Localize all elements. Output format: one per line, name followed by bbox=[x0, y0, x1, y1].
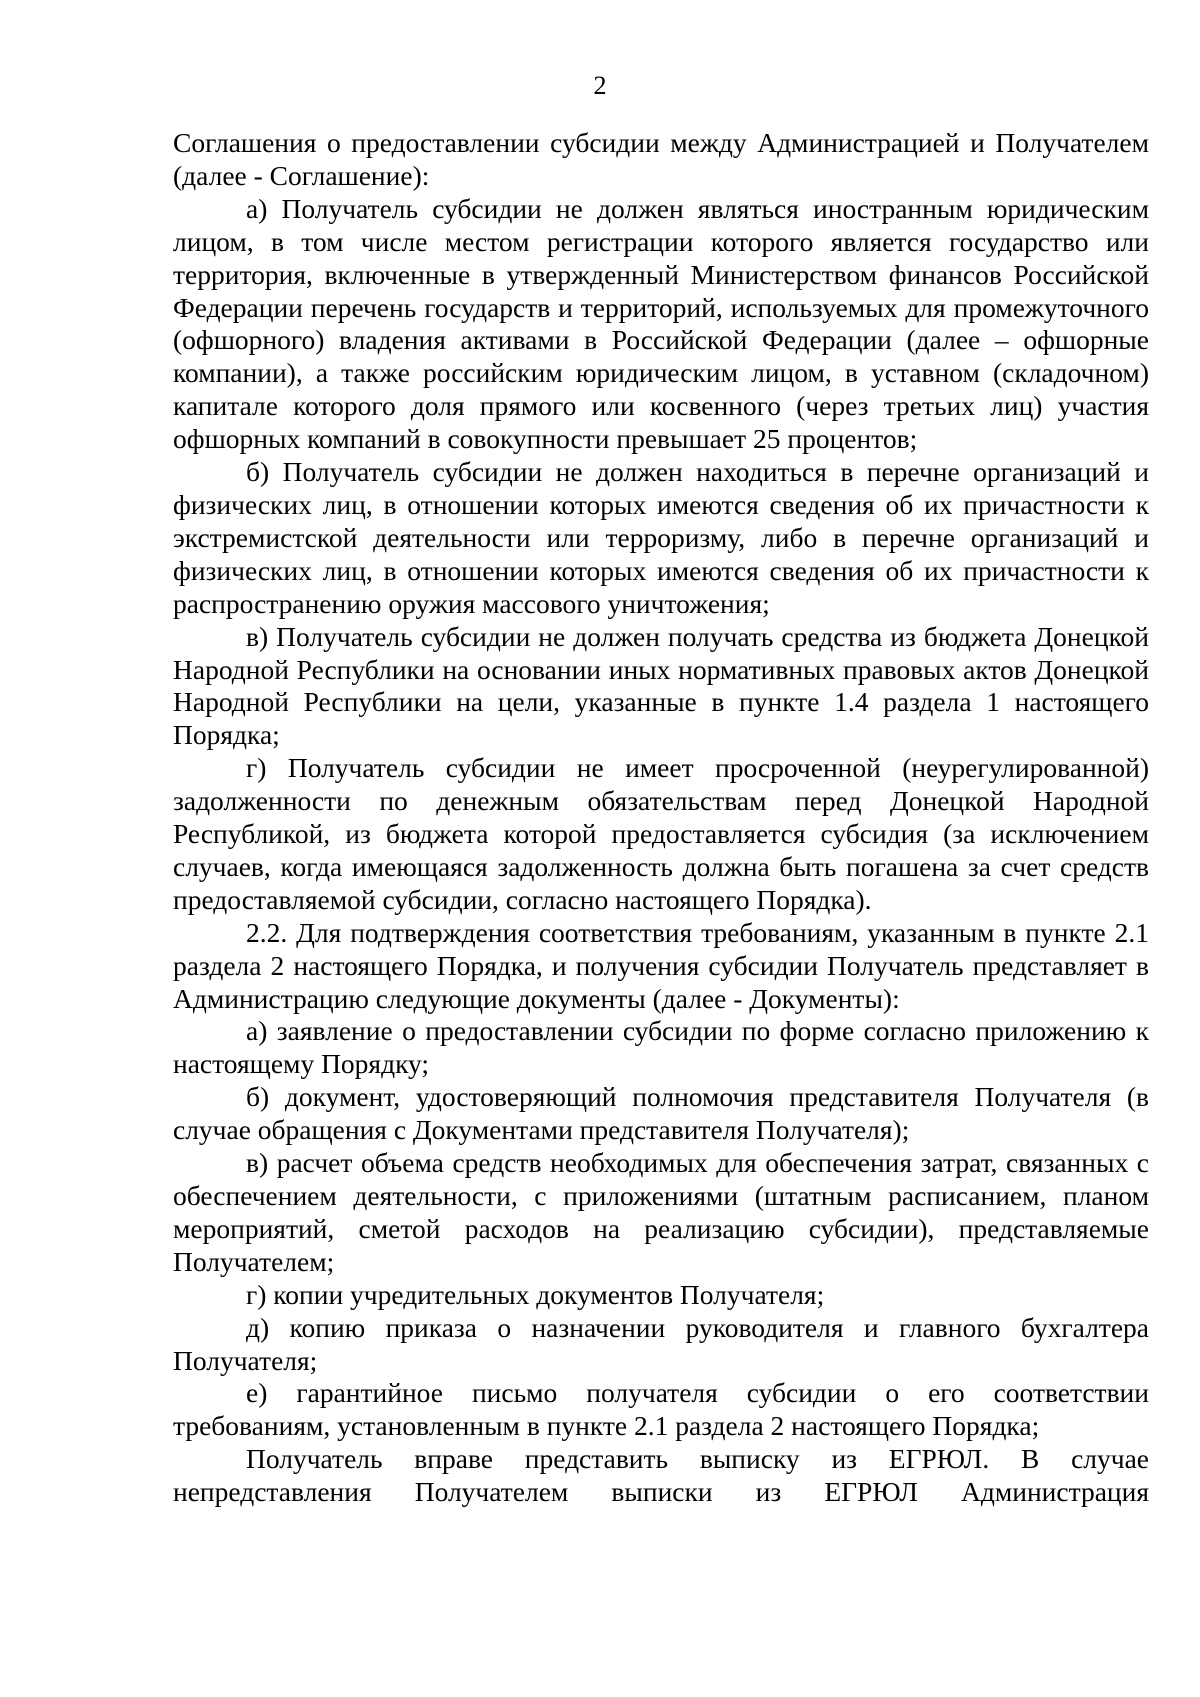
paragraph-requirement-a: а) Получатель субсидии не должен являться иностранным юридическим лицом, в том числе местом регистрации которого является государство или территория, включенные в утвержденный Министерством финансов Российской Федерации перечень государств и территорий, используемых для промежуточного (офшорного) владения активами в Российской Федерации (далее – офшорные компании), а также российским юридическим лицом, в уставном (складочном) капитале которого доля прямого или косвенного (через третьих лиц) участия офшорных компаний в совокупности превышает 25 процентов; bbox=[173, 192, 1149, 455]
paragraph-requirement-g: г) Получатель субсидии не имеет просроченной (неурегулированной) задолженности по денежным обязательствам перед Донецкой Народной Республикой, из бюджета которой предоставляется субсидия (за исключением случаев, когда имеющаяся задолженность должна быть погашена за счет средств предоставляемой субсидии, согласно настоящего Порядка). bbox=[173, 752, 1149, 915]
paragraph-document-v: в) расчет объема средств необходимых для обеспечения затрат, связанных с обеспечением деятельности, с приложениями (штатным расписанием, планом мероприятий, сметой расходов на реализацию субсидии), представляемые Получателем; bbox=[173, 1147, 1149, 1277]
paragraph-requirement-b: б) Получатель субсидии не должен находиться в перечне организаций и физических лиц, в отношении которых имеются сведения об их причастности к экстремистской деятельности или терроризму, либо в перечне организаций и физических лиц, в отношении которых имеются сведения об их причастности к распространению оружия массового уничтожения; bbox=[173, 456, 1149, 619]
paragraph-document-b: б) документ, удостоверяющий полномочия представителя Получателя (в случае обращения с Документами представителя Получателя); bbox=[173, 1081, 1149, 1146]
page-number: 2 bbox=[593, 71, 607, 100]
paragraph-section-2-2: 2.2. Для подтверждения соответствия требованиям, указанным в пункте 2.1 раздела 2 настоящего Порядка, и получения субсидии Получатель представляет в Администрацию следующие документы (далее - Документы): bbox=[173, 916, 1149, 1014]
document-body bbox=[173, 127, 1149, 1509]
paragraph-requirement-v: в) Получатель субсидии не должен получать средства из бюджета Донецкой Народной Республики на основании иных нормативных правовых актов Донецкой Народной Республики на цели, указанные в пункте 1.4 раздела 1 настоящего Порядка; bbox=[173, 620, 1149, 751]
paragraph-document-e: е) гарантийное письмо получателя субсидии о его соответствии требованиям, установленным в пункте 2.1 раздела 2 настоящего Порядка; bbox=[173, 1377, 1149, 1442]
paragraph-egrul-extract: Получатель вправе представить выписку из ЕГРЮЛ. В случае непредставления Получателем выписки из ЕГРЮЛ Администрация bbox=[173, 1443, 1149, 1508]
paragraph-document-d: д) копию приказа о назначении руководителя и главного бухгалтера Получателя; bbox=[173, 1311, 1149, 1376]
paragraph-agreement-continuation: Соглашения о предоставлении субсидии между Администрацией и Получателем (далее - Соглашение): bbox=[173, 127, 1149, 191]
paragraph-document-g: г) копии учредительных документов Получателя; bbox=[246, 1278, 825, 1310]
paragraph-document-a: а) заявление о предоставлении субсидии по форме согласно приложению к настоящему Порядку; bbox=[173, 1015, 1149, 1080]
